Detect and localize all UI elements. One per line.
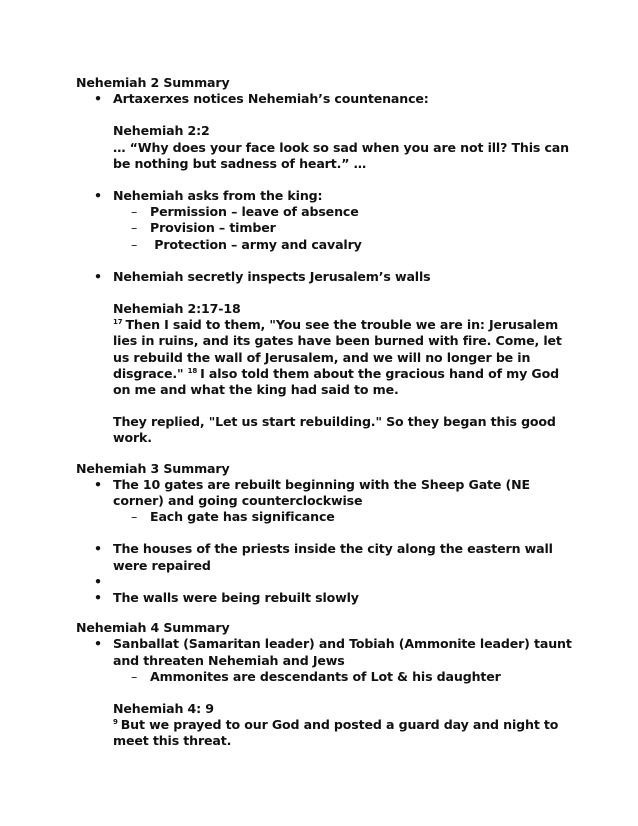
bullet-marker: •	[94, 91, 102, 107]
sub-item-text: Permission – leave of absence	[150, 204, 359, 220]
verse-text: Then I said to them, "You see the trouble we are in: Jerusalem lies in ruins, and its gates have been burned with fire. Come, let us rebuild the wall of Jerusalem, and we will no longer be in disgrace."	[113, 317, 562, 381]
scripture-reference: Nehemiah 2:2	[113, 123, 210, 139]
dash-marker: –	[131, 220, 138, 236]
verse-number: 9	[113, 718, 118, 727]
section-heading-nehemiah-3: Nehemiah 3 Summary	[76, 460, 230, 476]
verse-text: I also told them about the gracious hand of my God on me and what the king had said to me.	[113, 365, 559, 398]
list-item	[76, 91, 576, 107]
bullet-text: Nehemiah asks from the king:	[113, 188, 323, 204]
bullet-marker: •	[94, 573, 102, 589]
scripture-quote: … “Why does your face look so sad when you are not ill? This can be nothing but sadness of heart.” …	[113, 139, 569, 171]
bullet-marker: •	[94, 590, 102, 606]
dash-marker: –	[131, 668, 138, 684]
section-heading-nehemiah-2: Nehemiah 2 Summary	[76, 75, 230, 90]
sub-list-item	[76, 669, 576, 685]
bullet-marker: •	[94, 541, 102, 557]
sub-item-text: Ammonites are descendants of Lot & his daughter	[150, 668, 501, 684]
document-body	[76, 75, 576, 750]
dash-marker: –	[131, 236, 138, 252]
list-item	[76, 269, 576, 285]
bullet-text: Sanballat (Samaritan leader) and Tobiah (Ammonite leader) taunt and threaten Nehemiah and Jews	[113, 636, 572, 668]
verse-number: 17	[113, 318, 123, 327]
bullet-text: Nehemiah secretly inspects Jerusalem’s walls	[113, 268, 431, 284]
sub-item-text: Each gate has significance	[150, 509, 335, 525]
bullet-text: The walls were being rebuilt slowly	[113, 590, 359, 606]
bullet-text: The 10 gates are rebuilt beginning with the Sheep Gate (NE corner) and going counterclockwise	[113, 476, 530, 509]
dash-marker: –	[131, 204, 138, 220]
sub-item-text: Protection – army and cavalry	[150, 236, 362, 252]
scripture-reference: Nehemiah 4: 9	[113, 701, 214, 717]
sub-list-item	[76, 237, 576, 253]
scripture-quote	[76, 717, 576, 749]
bullet-text: Artaxerxes notices Nehemiah’s countenance:	[113, 91, 429, 107]
sub-list-item	[76, 509, 576, 525]
list-item	[76, 477, 576, 509]
list-item	[76, 574, 576, 590]
bullet-marker: •	[94, 188, 102, 204]
bullet-marker: •	[94, 636, 102, 652]
sub-list-item	[76, 204, 576, 220]
scripture-reference: Nehemiah 2:17-18	[113, 301, 241, 317]
sub-item-text: Provision – timber	[150, 220, 276, 236]
bullet-marker: •	[94, 476, 102, 492]
section-heading-nehemiah-4: Nehemiah 4 Summary	[76, 620, 230, 636]
scripture-quote: They replied, "Let us start rebuilding." So they began this good work.	[113, 414, 556, 446]
dash-marker: –	[131, 509, 138, 525]
list-item	[76, 541, 576, 573]
bullet-marker: •	[94, 268, 102, 284]
list-item	[76, 590, 576, 606]
list-item	[76, 188, 576, 204]
sub-list-item	[76, 220, 576, 236]
verse-number: 18	[187, 366, 198, 375]
verse-text: But we prayed to our God and posted a guard day and night to meet this threat.	[113, 717, 559, 749]
list-item	[76, 636, 576, 668]
bullet-text: The houses of the priests inside the city along the eastern wall were repaired	[113, 541, 553, 573]
scripture-quote	[76, 317, 576, 398]
